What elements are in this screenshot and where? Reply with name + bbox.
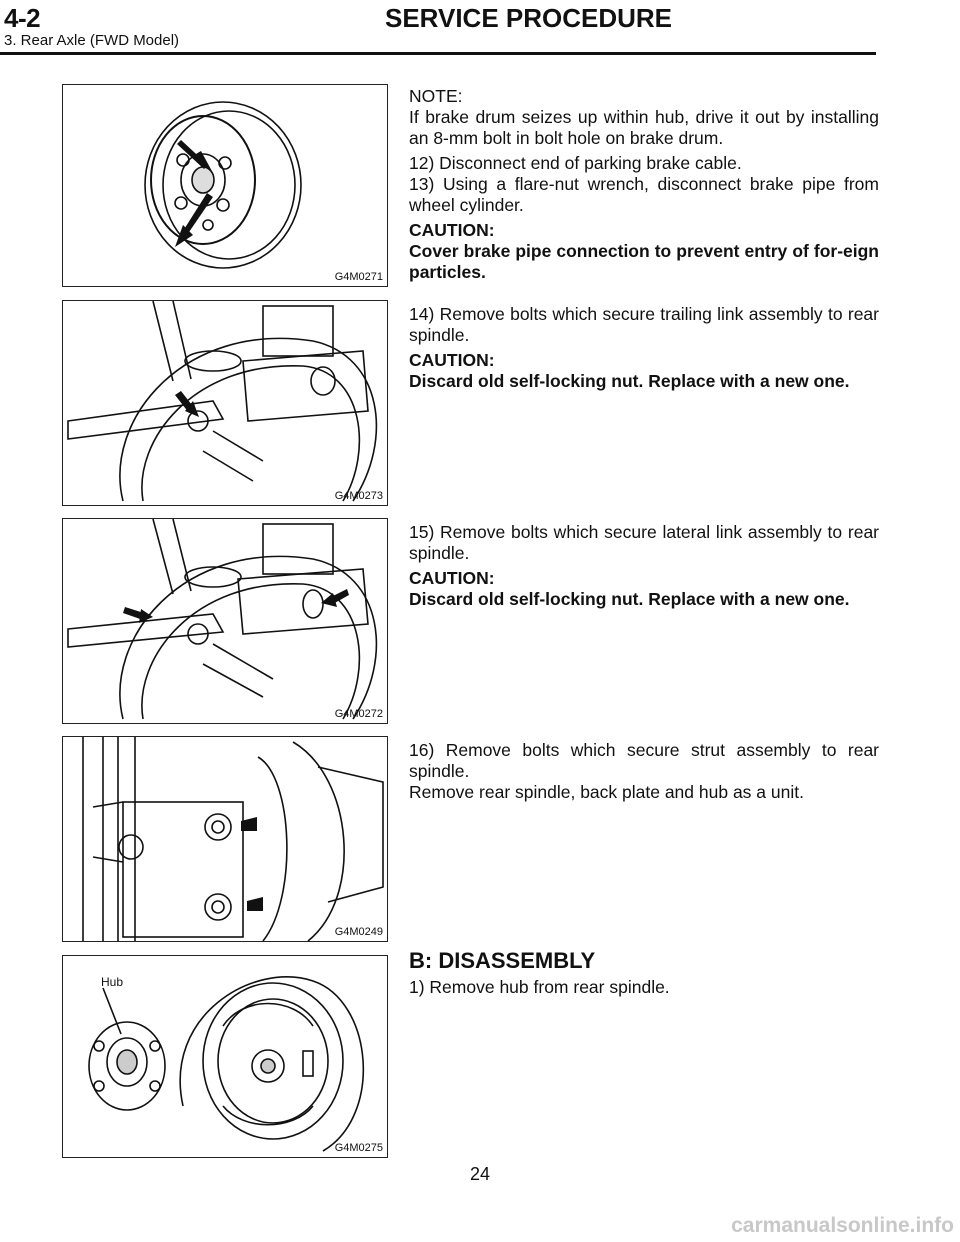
trailing-link-illustration xyxy=(63,301,387,505)
hub-backplate-illustration xyxy=(63,956,387,1157)
page-subtitle: 3. Rear Axle (FWD Model) xyxy=(4,32,180,49)
caution-text: Cover brake pipe connection to prevent entry of for-eign particles. xyxy=(409,241,879,282)
figure-caption: G4M0249 xyxy=(334,926,383,938)
caution-title: CAUTION: xyxy=(409,220,495,240)
figure-brake-drum xyxy=(62,84,388,287)
hub-label: Hub xyxy=(101,975,124,989)
caution-text: Discard old self-locking nut. Replace with a new one. xyxy=(409,371,850,391)
step-12: 12) Disconnect end of parking brake cable. xyxy=(409,153,742,173)
figure-caption: G4M0273 xyxy=(334,490,383,502)
section-heading: B: DISASSEMBLY xyxy=(409,948,596,973)
text-block-strut xyxy=(409,740,879,807)
note-text: If brake drum seizes up within hub, drive it out by installing an 8-mm bolt in bolt hole on brake drum. xyxy=(409,107,879,148)
page-title: SERVICE PROCEDURE xyxy=(385,3,673,33)
step-13: 13) Using a flare-nut wrench, disconnect brake pipe from wheel cylinder. xyxy=(409,174,879,215)
header-rule xyxy=(0,52,876,55)
caution-title: CAUTION: xyxy=(409,568,495,588)
section-code: 4-2 xyxy=(4,3,41,33)
step-14: 14) Remove bolts which secure trailing link assembly to rear spindle. xyxy=(409,304,879,345)
figure-caption: G4M0271 xyxy=(334,271,383,283)
step-16: 16) Remove bolts which secure strut assembly to rear spindle. xyxy=(409,740,879,781)
caution-title: CAUTION: xyxy=(409,350,495,370)
figure-trailing-link xyxy=(62,300,388,506)
note-title: NOTE: xyxy=(409,86,463,106)
step-15: 15) Remove bolts which secure lateral link assembly to rear spindle. xyxy=(409,522,879,563)
figure-strut-bolts xyxy=(62,736,388,942)
step-16-extra: Remove rear spindle, back plate and hub as a unit. xyxy=(409,782,804,802)
figure-caption: G4M0272 xyxy=(334,708,383,720)
caution-text: Discard old self-locking nut. Replace with a new one. xyxy=(409,589,850,609)
watermark: carmanualsonline.info xyxy=(731,1214,954,1237)
page-number: 24 xyxy=(469,1164,491,1184)
step-1: 1) Remove hub from rear spindle. xyxy=(409,977,670,997)
text-block-trailing-link xyxy=(409,304,879,396)
strut-bolts-illustration xyxy=(63,737,387,941)
text-block-lateral-link xyxy=(409,522,879,614)
text-block-disassembly xyxy=(409,950,879,1002)
figure-hub-removal xyxy=(62,955,388,1158)
figure-caption: G4M0275 xyxy=(334,1142,383,1154)
brake-drum-illustration xyxy=(63,85,387,286)
lateral-link-illustration xyxy=(63,519,387,723)
figure-lateral-link xyxy=(62,518,388,724)
text-block-brake-drum xyxy=(409,86,879,287)
